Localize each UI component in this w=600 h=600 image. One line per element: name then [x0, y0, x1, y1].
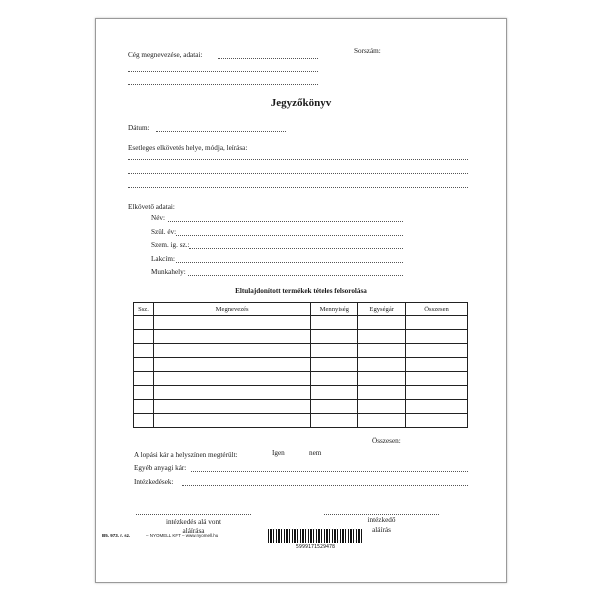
table-cell[interactable]	[358, 386, 406, 400]
company-line-2[interactable]	[128, 71, 318, 72]
barcode-number: 5999171529478	[295, 544, 336, 550]
id-number-line[interactable]	[189, 248, 403, 249]
column-header: Összesen	[406, 303, 468, 316]
company-line-3[interactable]	[128, 84, 318, 85]
items-table-header	[134, 303, 468, 316]
workplace-label: Munkahely:	[151, 268, 186, 276]
table-cell[interactable]	[134, 330, 154, 344]
table-cell[interactable]	[153, 330, 310, 344]
incident-line-3[interactable]	[128, 187, 468, 188]
table-cell[interactable]	[406, 330, 468, 344]
table-cell[interactable]	[358, 400, 406, 414]
table-cell[interactable]	[311, 414, 358, 428]
table-cell[interactable]	[153, 414, 310, 428]
table-cell[interactable]	[358, 358, 406, 372]
items-section-title: Eltulajdonított termékek tételes felsorolása	[235, 287, 367, 295]
date-label: Dátum:	[128, 124, 150, 132]
table-cell[interactable]	[358, 316, 406, 330]
name-label: Név:	[151, 214, 165, 222]
other-damage-label: Egyéb anyagi kár:	[134, 464, 187, 472]
table-cell[interactable]	[153, 358, 310, 372]
table-cell[interactable]	[134, 386, 154, 400]
form-code: B5. 973. r. sz.	[102, 533, 131, 538]
other-damage-line[interactable]	[191, 471, 468, 472]
table-cell[interactable]	[134, 400, 154, 414]
table-row	[134, 372, 468, 386]
id-number-label: Szem. ig. sz.:	[151, 241, 190, 249]
table-cell[interactable]	[406, 344, 468, 358]
table-row	[134, 414, 468, 428]
table-cell[interactable]	[311, 372, 358, 386]
table-cell[interactable]	[406, 316, 468, 330]
column-header: Megnevezés	[153, 303, 310, 316]
table-cell[interactable]	[358, 372, 406, 386]
left-signature-caption: intézkedés alá vont	[165, 518, 222, 526]
recovery-yes-option[interactable]: Igen	[272, 449, 285, 457]
total-label: Összesen:	[372, 437, 401, 445]
table-cell[interactable]	[134, 358, 154, 372]
table-cell[interactable]	[153, 372, 310, 386]
table-cell[interactable]	[153, 386, 310, 400]
date-line[interactable]	[156, 131, 286, 132]
table-cell[interactable]	[153, 316, 310, 330]
address-line[interactable]	[176, 262, 403, 263]
table-cell[interactable]	[358, 414, 406, 428]
table-row	[134, 400, 468, 414]
serial-label: Sorszám:	[354, 47, 381, 55]
table-row	[134, 386, 468, 400]
form-sheet	[95, 18, 507, 583]
items-table-body	[134, 316, 468, 428]
right-signature-line[interactable]	[324, 514, 439, 515]
recovery-label: A lopási kár a helyszínen megtérült:	[134, 451, 238, 459]
table-row	[134, 316, 468, 330]
measures-line[interactable]	[182, 485, 468, 486]
table-row	[134, 358, 468, 372]
table-cell[interactable]	[153, 344, 310, 358]
table-row	[134, 344, 468, 358]
table-cell[interactable]	[153, 400, 310, 414]
table-cell[interactable]	[406, 358, 468, 372]
table-cell[interactable]	[134, 372, 154, 386]
table-cell[interactable]	[358, 344, 406, 358]
table-cell[interactable]	[311, 400, 358, 414]
table-cell[interactable]	[311, 330, 358, 344]
company-line[interactable]	[218, 58, 318, 59]
recovery-no-option[interactable]: nem	[309, 449, 322, 457]
incident-line-1[interactable]	[128, 159, 468, 160]
birth-year-label: Szül. év:	[151, 228, 177, 236]
perpetrator-heading: Elkövető adatai:	[128, 203, 175, 211]
table-cell[interactable]	[406, 372, 468, 386]
items-table	[133, 302, 468, 428]
incident-line-2[interactable]	[128, 173, 468, 174]
table-row	[134, 330, 468, 344]
company-label: Cég megnevezése, adatai:	[128, 51, 203, 59]
left-signature-caption-2: aláírása	[182, 527, 205, 535]
workplace-line[interactable]	[188, 275, 403, 276]
left-signature-line[interactable]	[136, 514, 251, 515]
birth-year-line[interactable]	[176, 235, 403, 236]
right-signature-caption-2: aláírás	[372, 526, 391, 534]
table-cell[interactable]	[406, 386, 468, 400]
right-signature-caption: intézkedő	[367, 516, 396, 524]
table-cell[interactable]	[311, 358, 358, 372]
incident-label: Esetleges elkövetés helye, módja, leírása:	[128, 144, 248, 152]
address-label: Lakcím:	[151, 255, 175, 263]
table-cell[interactable]	[134, 316, 154, 330]
table-cell[interactable]	[134, 414, 154, 428]
table-cell[interactable]	[311, 344, 358, 358]
table-cell[interactable]	[406, 400, 468, 414]
publisher-text: – NYOMELL KFT – www.nyomell.hu	[146, 533, 219, 538]
table-cell[interactable]	[311, 386, 358, 400]
table-cell[interactable]	[406, 414, 468, 428]
column-header: Mennyiség	[311, 303, 358, 316]
table-cell[interactable]	[311, 316, 358, 330]
barcode-icon	[268, 529, 363, 543]
name-line[interactable]	[168, 221, 403, 222]
measures-label: Intézkedések:	[134, 478, 174, 486]
page-title: Jegyzőkönyv	[270, 97, 332, 109]
column-header: Ssz.	[134, 303, 154, 316]
table-cell[interactable]	[134, 344, 154, 358]
column-header: Egységár	[358, 303, 406, 316]
table-cell[interactable]	[358, 330, 406, 344]
